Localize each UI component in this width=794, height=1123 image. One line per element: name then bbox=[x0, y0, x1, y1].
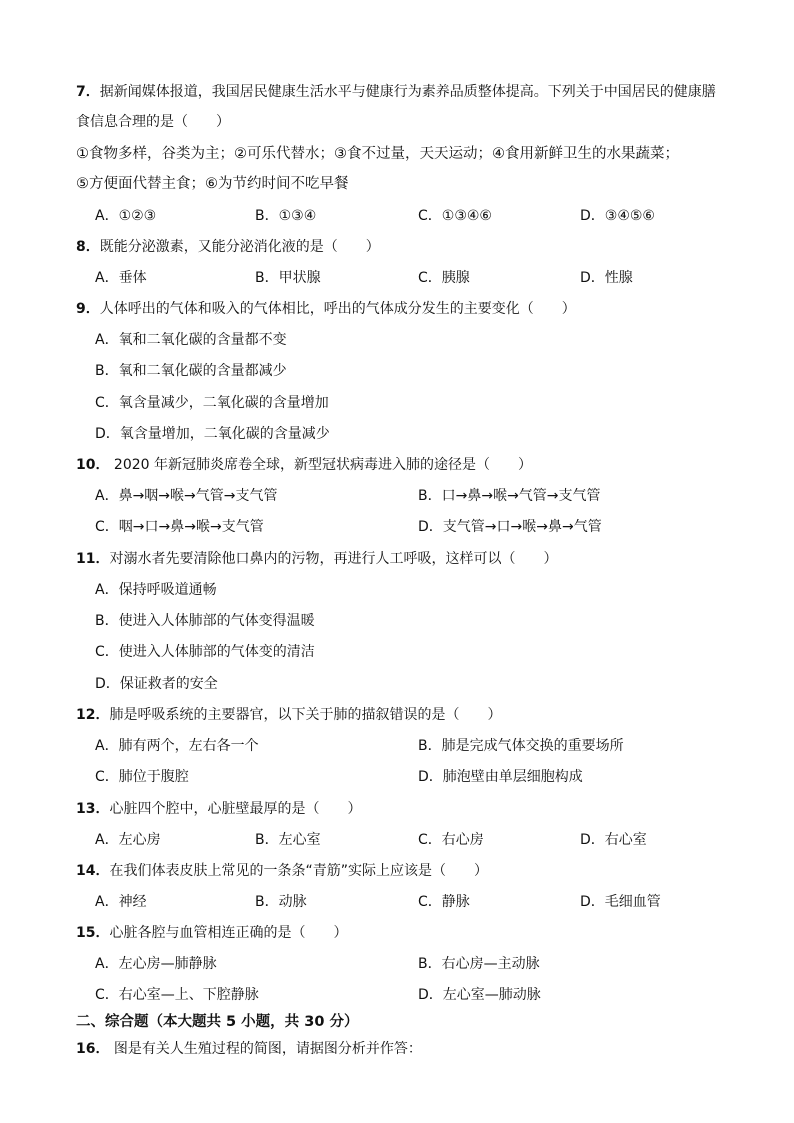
question-7-stem-line1 bbox=[76, 82, 716, 102]
question-14-number: 14． bbox=[76, 863, 110, 879]
section-2-title: 二、综合题（本大题共 5 小题，共 30 分） bbox=[76, 1014, 359, 1030]
question-7-option-b[interactable]: B．①③④ bbox=[255, 208, 317, 224]
question-10-stem-line bbox=[76, 455, 532, 475]
question-7-items-line2: ⑤方便面代替主食；⑥为节约时间不吃早餐 bbox=[76, 176, 349, 192]
question-9-option-a[interactable]: A．氧和二氧化碳的含量都不变 bbox=[95, 332, 287, 348]
question-13-option-b[interactable]: B．左心室 bbox=[255, 832, 321, 848]
question-14-option-d[interactable]: D．毛细血管 bbox=[580, 894, 661, 910]
question-16-stem-line bbox=[76, 1039, 422, 1059]
question-7-option-c[interactable]: C．①③④⑥ bbox=[418, 208, 492, 224]
question-11-option-d[interactable]: D．保证救者的安全 bbox=[95, 676, 218, 692]
question-12-stem: 肺是呼吸系统的主要器官，以下关于肺的描叙错误的是（ ） bbox=[109, 707, 502, 723]
question-7-option-d[interactable]: D．③④⑤⑥ bbox=[580, 208, 655, 224]
question-11-stem-line bbox=[76, 549, 557, 569]
question-16-number: 16． bbox=[76, 1041, 110, 1057]
question-9-stem: 人体呼出的气体和吸入的气体相比，呼出的气体成分发生的主要变化（ ） bbox=[99, 301, 576, 317]
question-7-stem-line2: 食信息合理的是（ ） bbox=[76, 114, 230, 130]
question-7-items-line1: ①食物多样，谷类为主；②可乐代替水；③食不过量，天天运动；④食用新鲜卫生的水果蔬菜； bbox=[76, 146, 679, 162]
question-15-option-a[interactable]: A．左心房—肺静脉 bbox=[95, 956, 217, 972]
question-9-option-c[interactable]: C．氧含量减少，二氧化碳的含量增加 bbox=[95, 395, 329, 411]
question-10-option-d[interactable]: D．支气管→口→喉→鼻→气管 bbox=[418, 519, 602, 535]
question-14-option-a[interactable]: A．神经 bbox=[95, 894, 147, 910]
question-9-number: 9． bbox=[76, 301, 100, 317]
question-10-option-c[interactable]: C．咽→口→鼻→喉→支气管 bbox=[95, 519, 264, 535]
question-14-stem: 在我们体表皮肤上常见的一条条“青筋”实际上应该是（ ） bbox=[109, 863, 488, 879]
question-15-option-c[interactable]: C．右心室—上、下腔静脉 bbox=[95, 987, 259, 1003]
question-12-option-a[interactable]: A．肺有两个，左右各一个 bbox=[95, 738, 259, 754]
question-9-option-d[interactable]: D．氧含量增加，二氧化碳的含量减少 bbox=[95, 426, 330, 442]
question-14-option-b[interactable]: B．动脉 bbox=[255, 894, 307, 910]
question-9-stem-line bbox=[76, 299, 576, 319]
question-7-number: 7． bbox=[76, 84, 100, 100]
question-12-stem-line bbox=[76, 705, 501, 725]
question-13-stem-line bbox=[76, 799, 361, 819]
question-13-stem: 心脏四个腔中，心脏壁最厚的是（ ） bbox=[109, 801, 362, 817]
question-8-stem-line bbox=[76, 237, 380, 257]
question-11-stem: 对溺水者先要清除他口鼻内的污物，再进行人工呼吸，这样可以（ ） bbox=[109, 551, 558, 567]
question-14-stem-line bbox=[76, 861, 488, 881]
question-11-option-b[interactable]: B．使进入人体肺部的气体变得温暖 bbox=[95, 613, 315, 629]
question-12-option-c[interactable]: C．肺位于腹腔 bbox=[95, 769, 189, 785]
question-10-option-b[interactable]: B．口→鼻→喉→气管→支气管 bbox=[418, 488, 601, 504]
question-11-number: 11． bbox=[76, 551, 110, 567]
question-13-option-d[interactable]: D．右心室 bbox=[580, 832, 647, 848]
question-14-option-c[interactable]: C．静脉 bbox=[418, 894, 470, 910]
question-8-option-d[interactable]: D．性腺 bbox=[580, 270, 633, 286]
question-7-stem: 据新闻媒体报道，我国居民健康生活水平与健康行为素养品质整体提高。下列关于中国居民的健康膳 bbox=[99, 84, 716, 100]
question-15-stem: 心脏各腔与血管相连正确的是（ ） bbox=[109, 925, 348, 941]
question-8-stem: 既能分泌激素，又能分泌消化液的是（ ） bbox=[99, 239, 380, 255]
question-13-option-a[interactable]: A．左心房 bbox=[95, 832, 161, 848]
question-12-option-b[interactable]: B．肺是完成气体交换的重要场所 bbox=[418, 738, 624, 754]
question-15-option-d[interactable]: D．左心室—肺动脉 bbox=[418, 987, 541, 1003]
question-15-number: 15． bbox=[76, 925, 110, 941]
question-13-number: 13． bbox=[76, 801, 110, 817]
question-12-number: 12． bbox=[76, 707, 110, 723]
question-12-option-d[interactable]: D．肺泡壁由单层细胞构成 bbox=[418, 769, 583, 785]
question-11-option-c[interactable]: C．使进入人体肺部的气体变的清洁 bbox=[95, 644, 315, 660]
question-8-number: 8． bbox=[76, 239, 100, 255]
question-13-option-c[interactable]: C．右心房 bbox=[418, 832, 484, 848]
question-15-stem-line bbox=[76, 923, 347, 943]
question-8-option-c[interactable]: C．胰腺 bbox=[418, 270, 470, 286]
question-8-option-a[interactable]: A．垂体 bbox=[95, 270, 147, 286]
question-10-stem: 2020 年新冠肺炎席卷全球，新型冠状病毒进入肺的途径是（ ） bbox=[109, 457, 533, 473]
question-8-option-b[interactable]: B．甲状腺 bbox=[255, 270, 321, 286]
question-9-option-b[interactable]: B．氧和二氧化碳的含量都减少 bbox=[95, 363, 287, 379]
question-7-option-a[interactable]: A．①②③ bbox=[95, 208, 157, 224]
question-10-number: 10． bbox=[76, 457, 110, 473]
question-10-option-a[interactable]: A．鼻→咽→喉→气管→支气管 bbox=[95, 488, 278, 504]
question-16-stem: 图是有关人生殖过程的简图，请据图分析并作答： bbox=[109, 1041, 422, 1057]
question-15-option-b[interactable]: B．右心房—主动脉 bbox=[418, 956, 540, 972]
question-11-option-a[interactable]: A．保持呼吸道通畅 bbox=[95, 582, 217, 598]
